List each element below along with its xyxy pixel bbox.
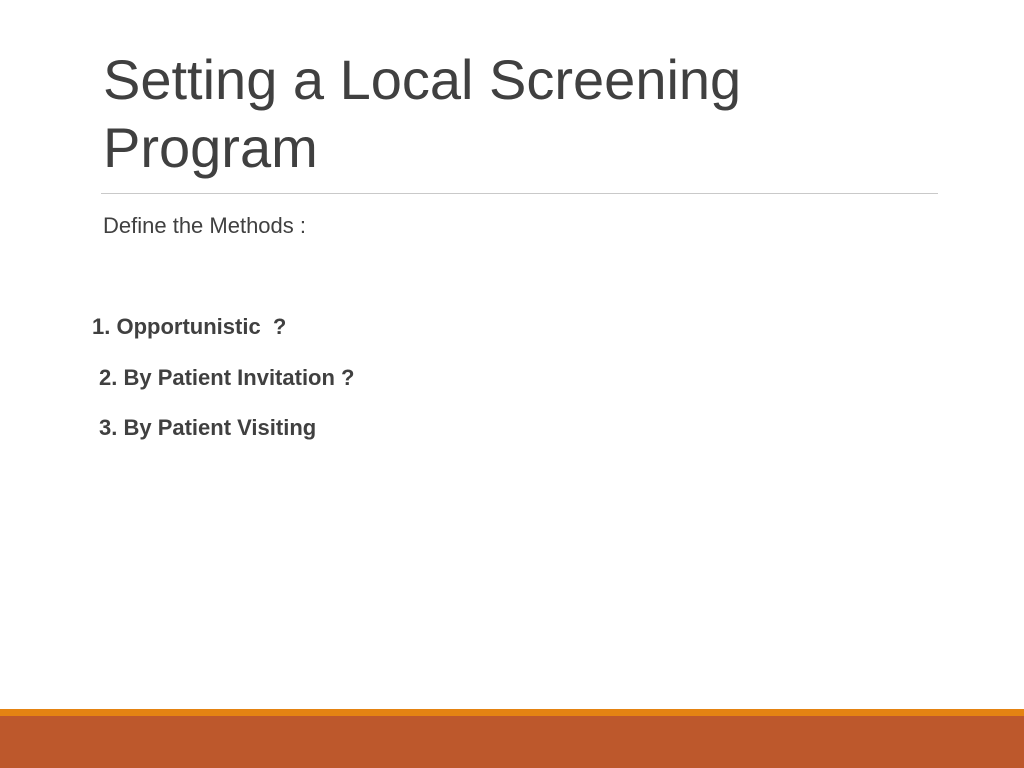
method-item-patient-invitation: 2. By Patient Invitation ? xyxy=(99,365,355,390)
footer-accent-line xyxy=(0,709,1024,716)
slide-title: Setting a Local Screening Program xyxy=(103,48,742,179)
title-divider xyxy=(101,193,938,194)
slide-subtitle: Define the Methods : xyxy=(103,213,307,238)
method-item-opportunistic: 1. Opportunistic ? xyxy=(92,314,287,339)
method-item-patient-visiting: 3. By Patient Visiting xyxy=(99,415,317,440)
footer-bar xyxy=(0,716,1024,768)
